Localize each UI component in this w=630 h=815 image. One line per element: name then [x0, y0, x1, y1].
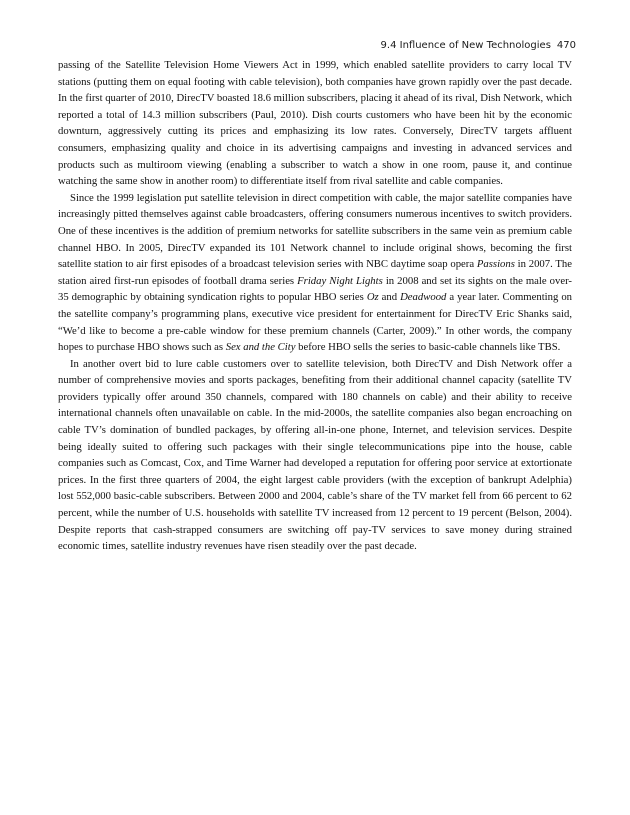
text-run: Since the 1999 legislation put satellite television in direct competition with cable, the major satellite companies have increasingly pitted themselves against cable broadcasters, offering consumers numerous incentives to switch providers. One of these incentives is the addition of premium networks for satellite subscribers in the same vein as premium cable channel HBO. In 2005, DirecTV expanded its 101 Network channel to include original shows, becoming the first satellite station to air first episodes of a broadcast television series with NBC daytime soap opera: [58, 191, 572, 271]
section-title: 9.4 Influence of New Technologies: [380, 40, 551, 51]
text-run: and: [378, 291, 401, 304]
italic-title: Passions: [476, 258, 515, 271]
page-number: 470: [556, 40, 576, 51]
paragraph-2: [58, 190, 572, 356]
italic-title: Oz: [366, 291, 379, 304]
text-run: before HBO sells the series to basic-cable channels like TBS.: [295, 341, 561, 354]
paragraph-3: [58, 356, 572, 555]
text-run: In another overt bid to lure cable customers over to satellite television, both DirecTV and Dish Network offer a number of comprehensive movies and sports packages, benefiting from their additional channel capacity (satellite TV providers typically offer around 350 channels, compared with 180 channels on cable) and their ability to receive international channels often unavailable on cable. In the mid-2000s, the satellite companies also began encroaching on cable TV’s domination of bundled packages, by offering all-in-one phone, Internet, and television services. Despite being ideally suited to offering such packages with their single telecommunications pipe into the house, cable companies such as Comcast, Cox, and Time Warner had developed a reputation for offering poor service at extortionate prices. In the first three quarters of 2004, the eight largest cable providers (with the exception of bankrupt Adelphia) lost 552,000 basic-cable subscribers. Between 2000 and 2004, cable’s share of the TV market fell from 66 percent to 62 percent, while the number of U.S. households with satellite TV increased from 12 percent to 19 percent (Belson, 2004). Despite reports that cash-strapped consumers are switching off pay-TV services to save money during strained economic times, satellite industry revenues have risen steadily over the past decade.: [58, 357, 572, 553]
italic-title: Deadwood: [400, 291, 447, 304]
body-text: [58, 57, 572, 555]
text-run: in 2008 and set its sights on the male over-35 demographic by obtaining syndication rights to popular HBO series: [58, 274, 572, 304]
italic-title: Sex and the City: [225, 341, 296, 354]
running-header: [381, 40, 576, 51]
text-run: a year later. Commenting on the satellite company’s programming plans, executive vice president for entertainment for DirecTV Eric Shanks said, “We’d like to become a pre-cable window for these premium channels (Carter, 2009).” In other words, the company hopes to purchase HBO shows such as: [58, 291, 573, 354]
paragraph-1: [58, 57, 572, 190]
text-run: passing of the Satellite Television Home Viewers Act in 1999, which enabled satellite providers to carry local TV stations (putting them on equal footing with cable television), both companies have grown rapidly over the past decade. In the first quarter of 2010, DirecTV boasted 18.6 million subscribers, placing it ahead of its rival, Dish Network, which reported a total of 14.3 million subscribers (Paul, 2010). Dish courts customers who have been hit by the economic downturn, aggressively cutting its prices and emphasizing its low rates. Conversely, DirecTV targets affluent consumers, emphasizing quality and choice in its advertising campaigns and investing in advanced services and products such as multiroom viewing (enabling a subscriber to watch a show in one room, pause it, and continue watching the same show in another room) to differentiate itself from rival satellite and cable companies.: [58, 59, 572, 188]
italic-title: Friday Night Lights: [297, 274, 383, 287]
text-run: in 2007. The station aired first-run episodes of football drama series: [58, 258, 572, 287]
